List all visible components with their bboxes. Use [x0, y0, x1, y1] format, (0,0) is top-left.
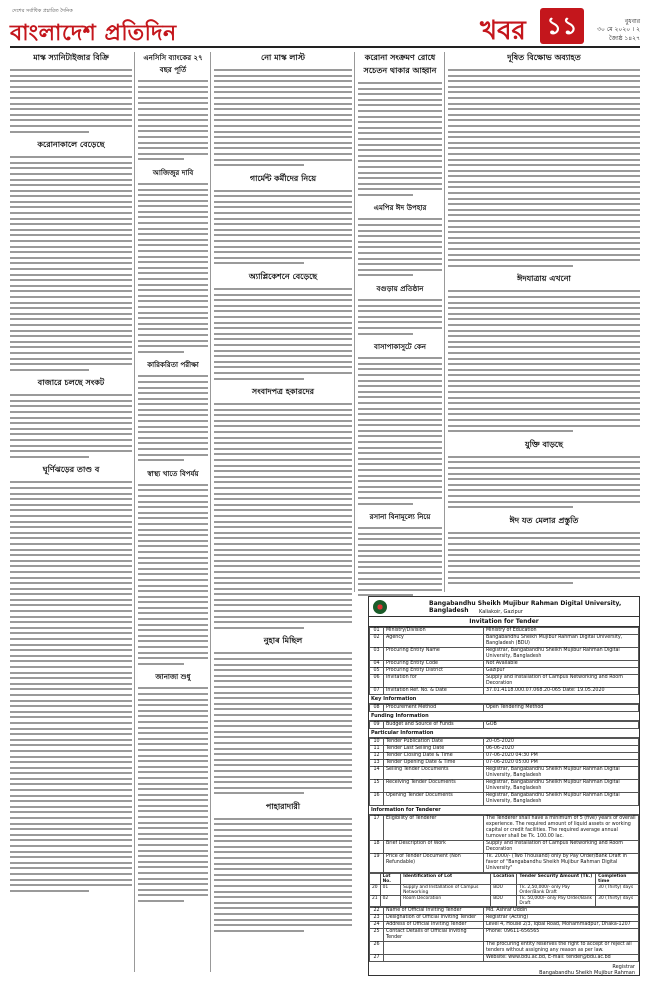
tender-tenderer-table	[369, 815, 639, 873]
row-number: 01	[370, 628, 384, 635]
article	[138, 671, 208, 903]
article-headline: দূষিত বিক্ষোভ অব্যাহত	[507, 52, 581, 62]
funding-information-heading: Funding Information	[369, 712, 639, 721]
article	[358, 511, 442, 598]
article	[214, 173, 352, 266]
row-number: 15	[370, 780, 384, 793]
row-label: Procuring Entity Code	[384, 661, 484, 668]
row-value: Ministry of Education	[484, 628, 639, 635]
row-number: 19	[370, 854, 384, 873]
article-body	[10, 392, 132, 459]
article	[358, 283, 442, 336]
tender-official-table	[369, 907, 639, 962]
masthead	[10, 6, 640, 48]
lot-column-header: Lot No.	[380, 874, 401, 885]
tender-title: Invitation for Tender	[369, 617, 639, 627]
table-row	[370, 896, 639, 907]
table-row	[370, 668, 639, 675]
article-headline: করোনাকালে বেড়েছে	[37, 139, 105, 150]
row-label: Name of Official Inviting Tender	[384, 908, 484, 915]
article-body	[138, 181, 208, 354]
row-value: Registrar (Acting)	[484, 915, 639, 922]
table-row	[370, 661, 639, 668]
article	[214, 52, 352, 168]
article-body	[138, 373, 208, 463]
table-row	[370, 908, 639, 915]
row-number: 22	[370, 908, 384, 915]
row-number: 12	[370, 753, 384, 760]
row-number: 06	[370, 675, 384, 688]
signature-block	[369, 962, 639, 978]
article-headline: কারিকরিতা পরীক্ষা	[147, 360, 199, 370]
article-body	[214, 67, 352, 168]
article-body	[358, 216, 442, 278]
article-body	[358, 80, 442, 197]
table-row	[370, 942, 639, 955]
row-number: 09	[370, 722, 384, 729]
article-body	[448, 288, 640, 433]
article-headline: ঈদযাত্রায় এখনো	[517, 273, 571, 284]
article-headline: রসানা বিনামূল্যে নিয়ে	[369, 512, 431, 522]
article	[214, 801, 352, 933]
article-headline: মাস্ক স্যানিটাইজার বিক্রি	[33, 52, 109, 62]
article	[10, 377, 132, 459]
newspaper-title: বাংলাদেশ প্রতিদিন	[10, 20, 177, 46]
table-row	[370, 841, 639, 854]
row-value: 07-06-2020 04:30 PM	[484, 753, 639, 760]
lot-cell-time: 30 (Thirty) days	[596, 885, 639, 896]
article	[10, 139, 132, 372]
article	[214, 386, 352, 630]
row-value: Phone: 09611-656565	[484, 929, 639, 942]
table-row	[370, 648, 639, 661]
article-body	[138, 78, 208, 162]
lot-cell-n: 20	[370, 885, 381, 896]
column-divider	[210, 52, 211, 972]
row-label: Budget and Source of Funds	[384, 722, 484, 729]
row-number: 23	[370, 915, 384, 922]
row-value: Gazipur	[484, 668, 639, 675]
column-4	[358, 52, 442, 603]
table-row	[370, 915, 639, 922]
table-row	[370, 760, 639, 767]
university-logo-icon	[373, 600, 387, 614]
article-headline: ঈদ যত মেলার প্রস্তুতি	[509, 514, 579, 525]
row-label: Contact Details of Official Inviting Tender	[384, 929, 484, 942]
row-label: Invitation for	[384, 675, 484, 688]
lot-cell-loc: BDU	[491, 896, 517, 907]
article	[448, 273, 640, 433]
university-location: Kaliakoir, Gazipur	[479, 609, 523, 615]
article-body	[448, 454, 640, 510]
row-label: Receiving Tender Documents	[384, 780, 484, 793]
column-5	[448, 52, 640, 591]
article-body	[214, 286, 352, 381]
row-label	[384, 942, 484, 955]
tender-lots-table	[369, 873, 639, 907]
tenderer-information-heading: Information for Tenderer	[369, 806, 639, 815]
row-label: Invitation Ref. No. & Date	[384, 688, 484, 695]
article	[358, 341, 442, 506]
article	[358, 52, 442, 197]
page-number: ১১	[540, 8, 584, 44]
tender-general-table	[369, 627, 639, 695]
section-name: খবর	[480, 16, 526, 46]
row-number: 24	[370, 922, 384, 929]
row-number: 05	[370, 668, 384, 675]
row-label	[384, 955, 484, 962]
article	[214, 271, 352, 381]
lot-column-header: Identification of Lot	[401, 874, 491, 885]
row-number: 07	[370, 688, 384, 695]
article-headline: নুহাৰ মিছিল	[263, 635, 303, 646]
article	[448, 52, 640, 268]
row-label: Tender Publication Date	[384, 739, 484, 746]
lot-cell-n: 21	[370, 896, 381, 907]
lot-column-header: Completion time	[596, 874, 639, 885]
column-3	[214, 52, 352, 938]
tender-key-table	[369, 704, 639, 712]
article-headline: জানাজা শুধু	[155, 672, 191, 682]
key-information-heading: Key Information	[369, 695, 639, 704]
row-value: 06-06-2020	[484, 746, 639, 753]
article-headline: গার্মেন্ট কর্মীদের নিয়ে	[249, 172, 317, 183]
signature-role: Registrar	[612, 964, 635, 970]
article-body	[138, 482, 208, 667]
article	[138, 359, 208, 463]
lot-header-spacer	[370, 874, 381, 885]
article-body	[10, 154, 132, 372]
table-row	[370, 628, 639, 635]
tender-header	[369, 597, 639, 617]
table-row	[370, 816, 639, 841]
article-body	[358, 297, 442, 336]
article	[138, 468, 208, 667]
article-body	[448, 530, 640, 586]
row-label: Tender Closing Date & Time	[384, 753, 484, 760]
row-label: Designation of Official Inviting Tender	[384, 915, 484, 922]
row-number: 04	[370, 661, 384, 668]
article-headline: বগুড়ায় প্রতিষ্ঠান	[376, 284, 424, 293]
row-label: Selling Tender Documents	[384, 767, 484, 780]
row-value: Registrar, Bangabandhu Sheikh Mujibur Rahman Digital University, Bangladesh	[484, 648, 639, 661]
tender-particular-table	[369, 738, 639, 806]
article	[138, 167, 208, 354]
article-body	[214, 650, 352, 795]
row-label: Tender Last Selling Date	[384, 746, 484, 753]
article-headline: আজিজুর দাবি	[152, 167, 194, 177]
table-row	[370, 780, 639, 793]
article-headline: এনসিসি ব্যাংকের ২৭ বছর পূর্তি	[143, 53, 203, 74]
row-label: Tender Opening Date & Time	[384, 760, 484, 767]
table-row	[370, 688, 639, 695]
row-number: 26	[370, 942, 384, 955]
row-value: Not Available	[484, 661, 639, 668]
row-label: Procurement Method	[384, 705, 484, 712]
particular-information-heading: Particular Information	[369, 729, 639, 738]
row-label: Brief Description of Work	[384, 841, 484, 854]
row-label: Address of Official Inviting Tender	[384, 922, 484, 929]
table-row	[370, 675, 639, 688]
article-body	[10, 479, 132, 893]
row-value: Bangabandhu Sheikh Mujibur Rahman Digital University, Bangladesh (BDU)	[484, 635, 639, 648]
row-number: 25	[370, 929, 384, 942]
lot-cell-lot: 02	[380, 896, 401, 907]
column-divider	[354, 52, 355, 592]
issue-date-text: ৩০ মে ২০২০ । ২ জ্যৈষ্ঠ ১৪২৭	[597, 26, 640, 42]
row-label: Opening Tender Documents	[384, 793, 484, 806]
row-label: Procuring Entity District	[384, 668, 484, 675]
table-row	[370, 746, 639, 753]
article-headline: সংবাদপত্র হকারদের	[251, 386, 315, 397]
row-number: 17	[370, 816, 384, 841]
article	[358, 202, 442, 278]
table-row	[370, 854, 639, 873]
row-value: Tk. 2000/- (Two Thousand) only by Pay Order/Bank Draft in favor of "Bangabandhu Sheikh Mujibur Rahman Digital University"	[484, 854, 639, 873]
article-body	[214, 401, 352, 630]
table-row	[370, 929, 639, 942]
row-label: Ministry/Division	[384, 628, 484, 635]
article-headline: পাহারাদারী	[265, 800, 301, 811]
article-headline: স্বাস্থ্য খাতে বিপর্যয়	[147, 468, 199, 478]
table-row	[370, 635, 639, 648]
university-name: Bangabandhu Sheikh Mujibur Rahman Digital University, Bangladesh	[429, 600, 622, 614]
column-divider	[444, 52, 445, 592]
article-headline: যুক্তি বাড়ছে	[525, 438, 563, 449]
masthead-tagline: দেশের সর্বাধিক প্রচারিত দৈনিক	[12, 8, 73, 14]
lot-cell-sec: Tk. 2,50,000/- only Pay Order/Bank Draft	[517, 885, 596, 896]
issue-date	[592, 18, 640, 43]
row-value: Level 4, House 2/3, Iqbal Road, Mohammadpur, Dhaka-1207	[484, 922, 639, 929]
article-body	[214, 816, 352, 933]
lot-cell-sec: Tk. 50,000/- only Pay Order/Bank Draft	[517, 896, 596, 907]
row-value: Open Tendering Method	[484, 705, 639, 712]
article-body	[448, 67, 640, 268]
lot-cell-id: Supply and Installation of Campus Networking	[401, 885, 491, 896]
row-value: Md. Ashraf Uddin	[484, 908, 639, 915]
article-headline: ঘূর্ণিঝড়ের তাণ্ড ব	[42, 464, 100, 475]
table-row	[370, 955, 639, 962]
row-label: Agency	[384, 635, 484, 648]
row-number: 08	[370, 705, 384, 712]
lot-cell-lot: 01	[380, 885, 401, 896]
article	[10, 52, 132, 134]
lot-column-header: Tender Security Amount (Tk.)	[517, 874, 596, 885]
article	[448, 439, 640, 510]
table-row	[370, 793, 639, 806]
lot-cell-id: Room Decoration	[401, 896, 491, 907]
table-row	[370, 739, 639, 746]
row-value: GOB	[484, 722, 639, 729]
table-row	[370, 753, 639, 760]
table-row	[370, 885, 639, 896]
table-row	[370, 705, 639, 712]
article-headline: বাজারে চলছে সংকট	[37, 377, 105, 388]
signature-organization: Bangabandhu Sheikh Mujibur Rahman	[539, 970, 635, 976]
article-headline: এমপির ঈদ উপহার	[373, 203, 427, 213]
column-1	[10, 52, 132, 898]
row-number: 10	[370, 739, 384, 746]
row-value: Supply and Installation of Campus Networking and Room Decoration	[484, 675, 639, 688]
row-number: 16	[370, 793, 384, 806]
article	[448, 515, 640, 586]
lot-cell-time: 30 (Thirty) days	[596, 896, 639, 907]
article	[10, 464, 132, 893]
article-body	[10, 67, 132, 134]
row-label: Eligibility of Tenderer	[384, 816, 484, 841]
row-value: 20-05-2020	[484, 739, 639, 746]
article-headline: বাসাপাকাসুটে কেন	[374, 342, 426, 352]
row-label: Procuring Entity Name	[384, 648, 484, 661]
article-body	[214, 188, 352, 266]
article-body	[358, 355, 442, 506]
row-value: Supply and Installation of Campus Networking and Room Decoration	[484, 841, 639, 854]
row-number: 03	[370, 648, 384, 661]
row-number: 13	[370, 760, 384, 767]
row-value: The Tenderer shall have a minimum of 5 (five) years of overall experience. The required amount of liquid assets or working capital or credit facilities. The required average annual turnover shall be Tk. 100.00 lac.	[484, 816, 639, 841]
article-headline: অ্যাপ্লিকেশনে বেড়েছে	[248, 271, 318, 281]
row-value: Website: www.bdu.ac.bd, E-mail: tender@bdu.ac.bd	[484, 955, 639, 962]
tender-notice	[368, 596, 640, 976]
column-2	[138, 52, 208, 909]
article	[138, 52, 208, 162]
lot-cell-loc: BDU	[491, 885, 517, 896]
row-number: 11	[370, 746, 384, 753]
article-body	[358, 525, 442, 598]
row-value: 37.01.4118.000.07.068.20-065 Date: 19.05.2020	[484, 688, 639, 695]
table-row	[370, 922, 639, 929]
row-number: 27	[370, 955, 384, 962]
article-headline: নো মাস্ক লাস্ট	[261, 52, 305, 62]
table-row	[370, 722, 639, 729]
row-label: Price of Tender Document (Non Refundable)	[384, 854, 484, 873]
row-number: 14	[370, 767, 384, 780]
row-value: The procuring entity reserves the right to accept or reject all tenders without assigning any reason as per law.	[484, 942, 639, 955]
column-divider	[134, 52, 135, 972]
tender-fund-table	[369, 721, 639, 729]
row-value: Registrar, Bangabandhu Sheikh Mujibur Rahman Digital University, Bangladesh	[484, 793, 639, 806]
issue-day: বুধবার	[624, 18, 640, 25]
lot-column-header: Location	[491, 874, 517, 885]
row-value: 07-06-2020 05:00 PM	[484, 760, 639, 767]
article-body	[138, 685, 208, 903]
row-number: 18	[370, 841, 384, 854]
row-value: Registrar, Bangabandhu Sheikh Mujibur Rahman Digital University, Bangladesh	[484, 780, 639, 793]
row-number: 02	[370, 635, 384, 648]
article-headline: করোনা সংক্রমণ রোধে সচেতন থাকার আহ্বান	[363, 52, 437, 75]
article	[214, 635, 352, 795]
row-value: Registrar, Bangabandhu Sheikh Mujibur Rahman Digital University, Bangladesh	[484, 767, 639, 780]
table-row	[370, 767, 639, 780]
